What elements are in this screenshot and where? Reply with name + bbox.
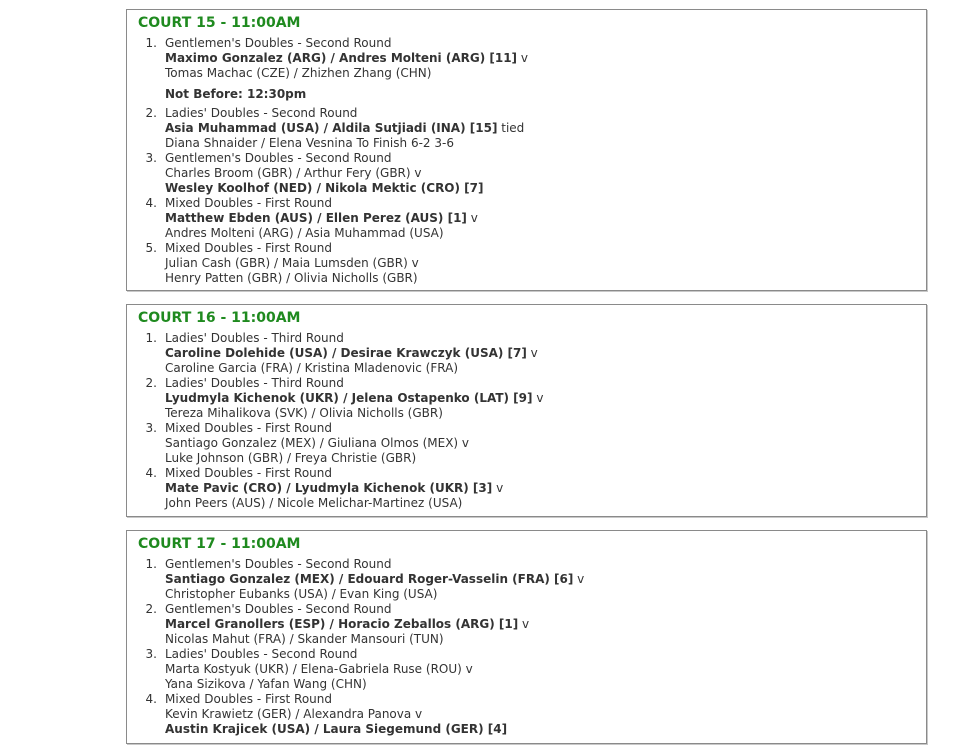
team-2-line xyxy=(165,632,926,647)
team-1: Mate Pavic (CRO) / Lyudmyla Kichenok (UKR) [3] xyxy=(165,481,493,495)
match-event: Ladies' Doubles - Second Round xyxy=(165,106,358,120)
team-1-line xyxy=(165,662,926,677)
team-2: Yana Sizikova / Yafan Wang (CHN) xyxy=(165,677,367,691)
team-1-line xyxy=(165,617,926,632)
team-1: Kevin Krawietz (GER) / Alexandra Panova xyxy=(165,707,412,721)
match-item xyxy=(127,466,926,511)
team-1-line xyxy=(165,166,926,181)
match-list xyxy=(127,331,926,511)
team-2: Nicolas Mahut (FRA) / Skander Mansouri (TUN) xyxy=(165,632,444,646)
match-status: v xyxy=(518,617,530,631)
match-event: Mixed Doubles - First Round xyxy=(165,241,333,255)
team-2: Henry Patten (GBR) / Olivia Nicholls (GBR) xyxy=(165,271,418,285)
match-status: v xyxy=(573,572,585,586)
match-status: v xyxy=(407,256,419,270)
match-event: Gentlemen's Doubles - Second Round xyxy=(165,557,392,571)
match-item xyxy=(127,421,926,466)
team-1: Lyudmyla Kichenok (UKR) / Jelena Ostapenko (LAT) [9] xyxy=(165,391,533,405)
match-status: v xyxy=(492,481,504,495)
match-item xyxy=(127,241,926,286)
team-1-line xyxy=(165,481,926,496)
match-event: Ladies' Doubles - Second Round xyxy=(165,647,358,661)
match-item xyxy=(127,602,926,647)
team-1-line xyxy=(165,572,926,587)
match-item xyxy=(127,331,926,376)
match-status: v xyxy=(458,436,470,450)
team-2-line xyxy=(165,271,926,286)
match-event: Mixed Doubles - First Round xyxy=(165,421,333,435)
team-1: Santiago Gonzalez (MEX) / Giuliana Olmos (MEX) xyxy=(165,436,459,450)
team-1-line xyxy=(165,707,926,722)
match-item xyxy=(127,647,926,692)
team-2-line xyxy=(165,496,926,511)
match-item xyxy=(127,692,926,737)
match-number: 1. xyxy=(145,331,157,345)
match-number: 4. xyxy=(145,196,157,210)
team-2: Andres Molteni (ARG) / Asia Muhammad (USA) xyxy=(165,226,444,240)
match-number: 4. xyxy=(145,692,157,706)
team-2: Tomas Machac (CZE) / Zhizhen Zhang (CHN) xyxy=(165,66,432,80)
team-2: John Peers (AUS) / Nicole Melichar-Martinez (USA) xyxy=(165,496,463,510)
match-event: Gentlemen's Doubles - Second Round xyxy=(165,151,392,165)
team-2-line xyxy=(165,587,926,602)
match-status: v xyxy=(526,346,538,360)
team-2: Christopher Eubanks (USA) / Evan King (USA) xyxy=(165,587,438,601)
match-number: 1. xyxy=(145,557,157,571)
team-1-line xyxy=(165,346,926,361)
match-number: 3. xyxy=(145,421,157,435)
match-list xyxy=(127,557,926,737)
match-number: 2. xyxy=(145,602,157,616)
match-item xyxy=(127,151,926,196)
match-status: tied xyxy=(497,121,525,135)
match-number: 2. xyxy=(145,376,157,390)
not-before-note: Not Before: 12:30pm xyxy=(165,87,307,101)
team-1-line xyxy=(165,51,926,66)
match-item xyxy=(127,557,926,602)
team-2: Caroline Garcia (FRA) / Kristina Mladenovic (FRA) xyxy=(165,361,458,375)
match-event: Ladies' Doubles - Third Round xyxy=(165,331,344,345)
court-16-panel xyxy=(126,304,927,517)
team-2: Wesley Koolhof (NED) / Nikola Mektic (CRO) [7] xyxy=(165,181,484,195)
match-item xyxy=(127,106,926,151)
court-title: COURT 16 - 11:00AM xyxy=(138,310,301,326)
team-2-line xyxy=(165,722,926,737)
match-status: v xyxy=(410,166,422,180)
match-number: 5. xyxy=(145,241,157,255)
match-status: v xyxy=(532,391,544,405)
match-event: Gentlemen's Doubles - Second Round xyxy=(165,36,392,50)
team-2-line xyxy=(165,66,926,81)
team-1: Maximo Gonzalez (ARG) / Andres Molteni (ARG) [11] xyxy=(165,51,518,65)
match-event: Mixed Doubles - First Round xyxy=(165,196,333,210)
match-number: 4. xyxy=(145,466,157,480)
team-2: Tereza Mihalikova (SVK) / Olivia Nicholls (GBR) xyxy=(165,406,443,420)
match-event: Mixed Doubles - First Round xyxy=(165,466,333,480)
team-2: Luke Johnson (GBR) / Freya Christie (GBR) xyxy=(165,451,417,465)
team-1: Asia Muhammad (USA) / Aldila Sutjiadi (INA) [15] xyxy=(165,121,498,135)
match-event: Ladies' Doubles - Third Round xyxy=(165,376,344,390)
match-number: 3. xyxy=(145,647,157,661)
match-list xyxy=(127,36,926,286)
court-17-panel xyxy=(126,530,927,744)
match-status: v xyxy=(461,662,473,676)
team-1-line xyxy=(165,436,926,451)
court-title: COURT 17 - 11:00AM xyxy=(138,536,301,552)
match-status: v xyxy=(411,707,423,721)
team-1: Julian Cash (GBR) / Maia Lumsden (GBR) xyxy=(165,256,408,270)
court-15-panel xyxy=(126,9,927,291)
team-1-line xyxy=(165,121,926,136)
team-2-line xyxy=(165,677,926,692)
match-item xyxy=(127,376,926,421)
team-1-line xyxy=(165,391,926,406)
team-2-line xyxy=(165,451,926,466)
match-number: 3. xyxy=(145,151,157,165)
court-title: COURT 15 - 11:00AM xyxy=(138,15,301,31)
team-1: Marcel Granollers (ESP) / Horacio Zeballos (ARG) [1] xyxy=(165,617,519,631)
match-number: 2. xyxy=(145,106,157,120)
team-2: Austin Krajicek (USA) / Laura Siegemund (GER) [4] xyxy=(165,722,508,736)
team-1: Charles Broom (GBR) / Arthur Fery (GBR) xyxy=(165,166,411,180)
match-event: Mixed Doubles - First Round xyxy=(165,692,333,706)
match-event: Gentlemen's Doubles - Second Round xyxy=(165,602,392,616)
team-2-line xyxy=(165,136,926,151)
team-2-line xyxy=(165,361,926,376)
match-number: 1. xyxy=(145,36,157,50)
match-status: v xyxy=(466,211,478,225)
team-2-line xyxy=(165,181,926,196)
match-item xyxy=(127,36,926,81)
match-item xyxy=(127,196,926,241)
team-1: Caroline Dolehide (USA) / Desirae Krawczyk (USA) [7] xyxy=(165,346,527,360)
team-1: Matthew Ebden (AUS) / Ellen Perez (AUS) [1] xyxy=(165,211,467,225)
team-2: Diana Shnaider / Elena Vesnina To Finish 6-2 3-6 xyxy=(165,136,454,150)
team-2-line xyxy=(165,406,926,421)
team-1: Marta Kostyuk (UKR) / Elena-Gabriela Ruse (ROU) xyxy=(165,662,462,676)
team-1-line xyxy=(165,256,926,271)
team-1: Santiago Gonzalez (MEX) / Edouard Roger-Vasselin (FRA) [6] xyxy=(165,572,574,586)
team-1-line xyxy=(165,211,926,226)
match-status: v xyxy=(517,51,528,65)
team-2-line xyxy=(165,226,926,241)
